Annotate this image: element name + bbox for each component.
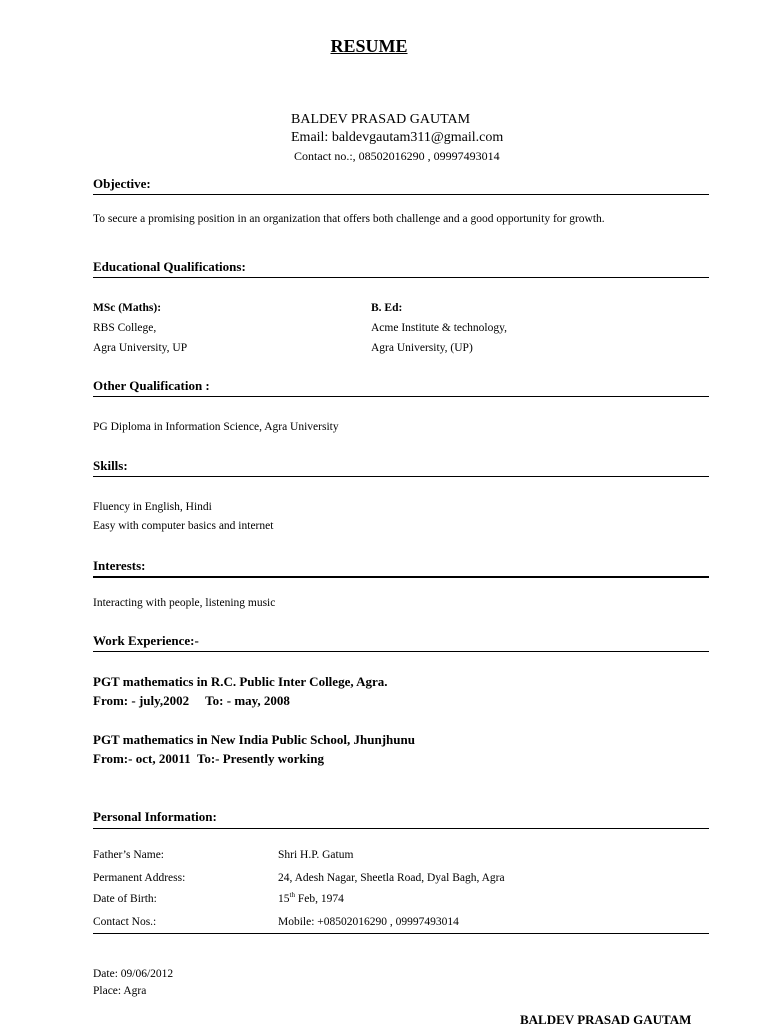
education-heading: Educational Qualifications: <box>93 259 246 274</box>
personal-value-dob <box>278 893 344 905</box>
personal-info-bottom-rule <box>93 933 709 934</box>
interests-text: Interacting with people, listening music <box>93 597 276 609</box>
footer-date: Date: 09/06/2012 <box>93 968 174 980</box>
skills-rule <box>93 476 709 477</box>
personal-label-contact: Contact Nos.: <box>93 916 157 928</box>
other-qualification-heading: Other Qualification : <box>93 378 210 393</box>
footer-signature: BALDEV PRASAD GAUTAM <box>520 1012 692 1027</box>
skill-item: Easy with computer basics and internet <box>93 520 274 532</box>
dob-suffix: th <box>289 891 295 900</box>
skill-item: Fluency in English, Hindi <box>93 501 212 513</box>
other-qualification-rule <box>93 396 709 397</box>
job-period: From: - july,2002 To: - may, 2008 <box>93 693 290 708</box>
skills-heading: Skills: <box>93 458 128 473</box>
education-degree-bed: B. Ed: <box>371 302 403 314</box>
dob-day: 15 <box>278 893 290 905</box>
personal-label-dob: Date of Birth: <box>93 893 157 905</box>
education-degree-msc: MSc (Maths): <box>93 302 162 314</box>
personal-value-contact: Mobile: +08502016290 , 09997493014 <box>278 916 459 928</box>
email-line: Email: baldevgautam311@gmail.com <box>291 130 504 145</box>
page-title: RESUME <box>330 36 408 56</box>
education-msc-college: RBS College, <box>93 322 157 334</box>
personal-info-heading: Personal Information: <box>93 809 217 824</box>
interests-rule <box>93 576 709 578</box>
contact-line: Contact no.:, 08502016290 , 09997493014 <box>294 149 500 163</box>
personal-value-father: Shri H.P. Gatum <box>278 849 354 861</box>
work-experience-rule <box>93 651 709 652</box>
job-title: PGT mathematics in New India Public School, Jhunjhunu <box>93 732 415 747</box>
education-rule <box>93 277 709 278</box>
objective-rule <box>93 194 709 195</box>
footer-place: Place: Agra <box>93 985 147 997</box>
interests-heading: Interests: <box>93 558 146 573</box>
job-title: PGT mathematics in R.C. Public Inter College, Agra. <box>93 674 388 689</box>
job-period: From:- oct, 20011 To:- Presently working <box>93 751 324 766</box>
dob-rest: Feb, 1974 <box>294 893 344 905</box>
personal-value-address: 24, Adesh Nagar, Sheetla Road, Dyal Bagh, Agra <box>278 872 505 884</box>
education-msc-university: Agra University, UP <box>93 342 188 354</box>
objective-heading: Objective: <box>93 176 151 191</box>
education-bed-university: Agra University, (UP) <box>371 342 473 354</box>
personal-label-address: Permanent Address: <box>93 872 186 884</box>
personal-info-rule <box>93 828 709 829</box>
other-qualification-text: PG Diploma in Information Science, Agra University <box>93 421 339 433</box>
work-experience-heading: Work Experience:- <box>93 633 199 648</box>
education-bed-institute: Acme Institute & technology, <box>371 322 507 334</box>
applicant-name: BALDEV PRASAD GAUTAM <box>291 112 471 127</box>
personal-label-father: Father’s Name: <box>93 849 165 861</box>
objective-text: To secure a promising position in an organization that offers both challenge and a good opportunity for growth. <box>93 213 605 225</box>
